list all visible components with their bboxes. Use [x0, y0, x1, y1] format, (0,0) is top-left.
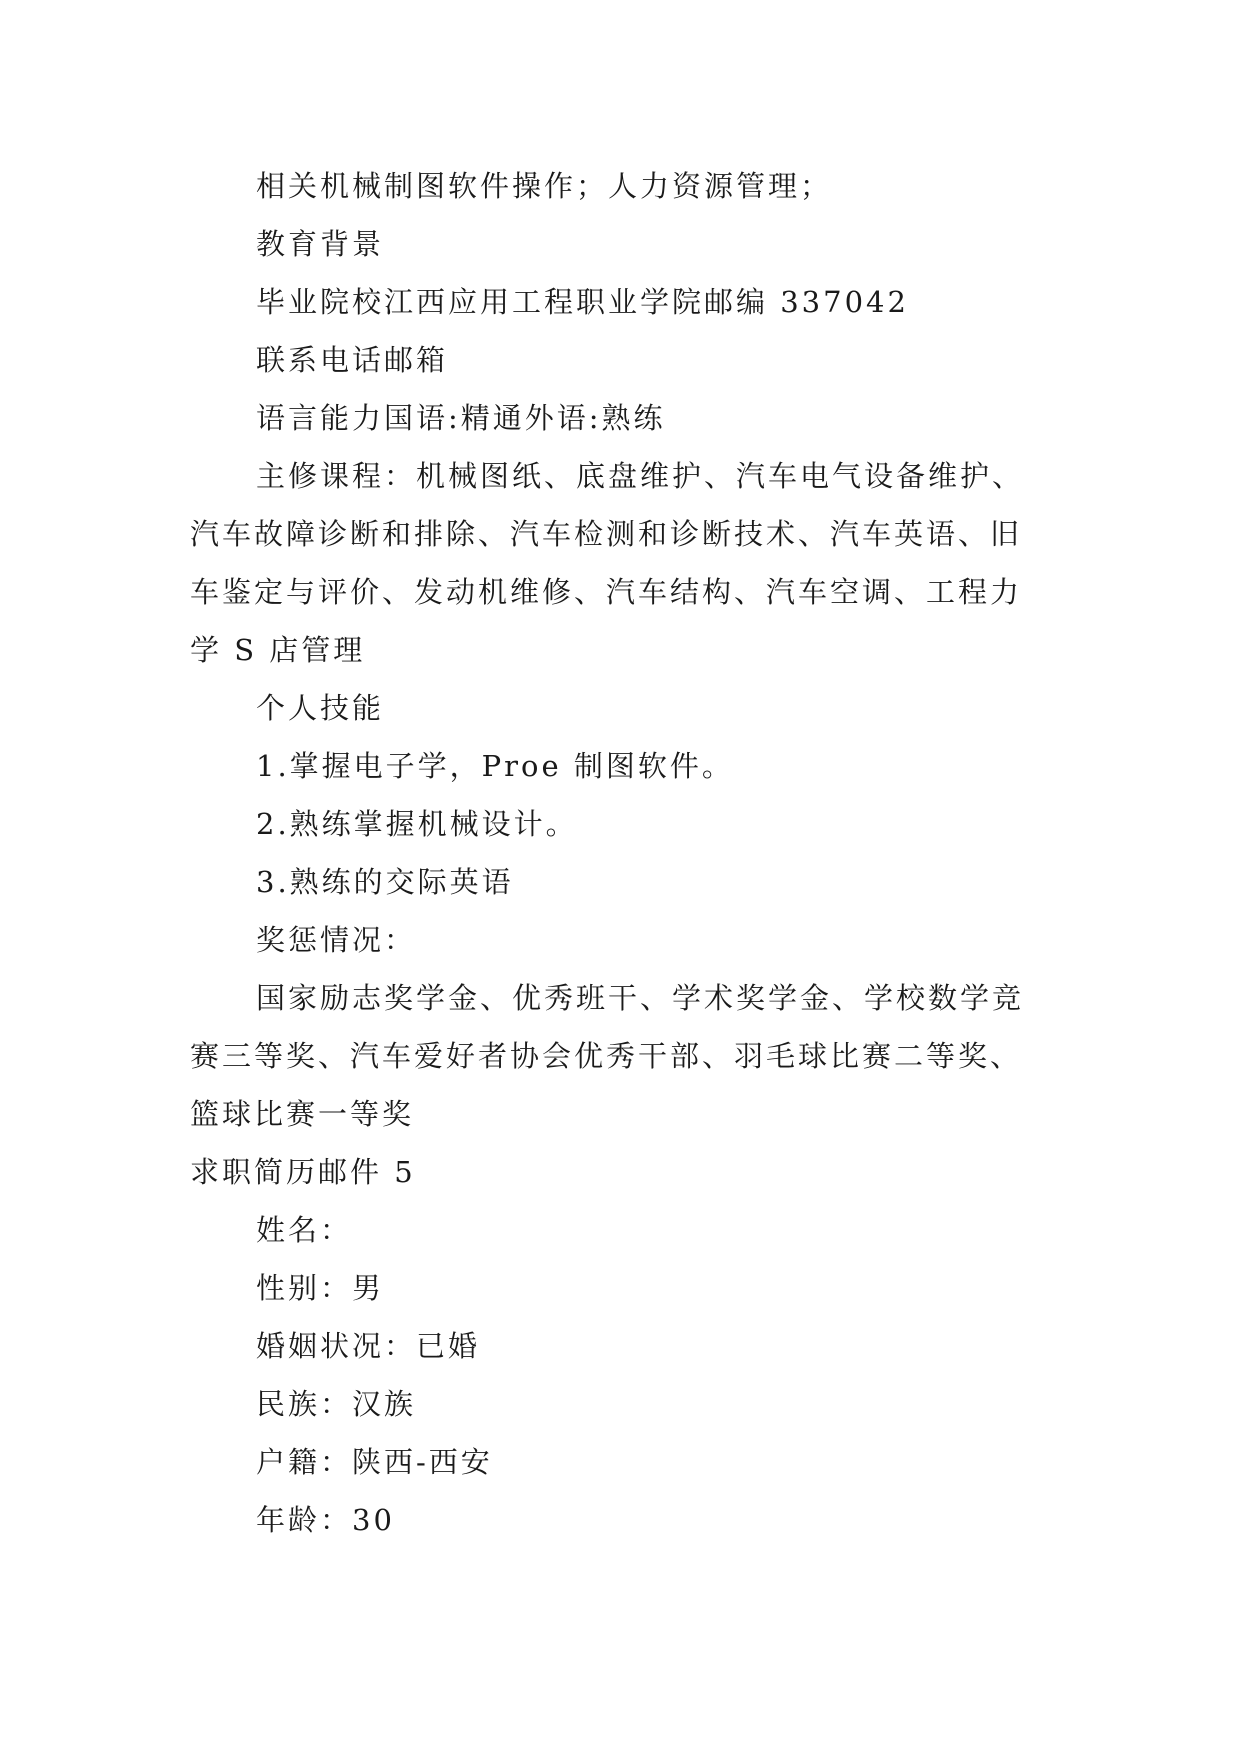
- school-line: 毕业院校江西应用工程职业学院邮编 337042: [256, 285, 909, 319]
- section-title: 求职简历邮件 5: [190, 1155, 416, 1189]
- awards-line-3: 篮球比赛一等奖: [190, 1097, 415, 1131]
- language-line: 语言能力国语:精通外语:熟练: [256, 401, 666, 435]
- awards-heading: 奖惩情况：: [256, 923, 417, 957]
- courses-line-2: 汽车故障诊断和排除、汽车检测和诊断技术、汽车英语、旧: [190, 517, 1023, 551]
- gender-field: 性别：男: [256, 1271, 385, 1305]
- contact-line: 联系电话邮箱: [256, 343, 449, 377]
- household-register-field: 户籍：陕西-西安: [256, 1445, 493, 1479]
- skills-heading: 个人技能: [256, 691, 385, 725]
- education-heading: 教育背景: [256, 227, 385, 261]
- courses-line-3: 车鉴定与评价、发动机维修、汽车结构、汽车空调、工程力: [190, 575, 1023, 609]
- software-skills-line: 相关机械制图软件操作；人力资源管理；: [256, 169, 833, 203]
- skill-item-3: 3.熟练的交际英语: [256, 865, 514, 899]
- age-field: 年龄：30: [256, 1503, 395, 1537]
- awards-line-2: 赛三等奖、汽车爱好者协会优秀干部、羽毛球比赛二等奖、: [190, 1039, 1023, 1073]
- skill-item-1: 1.掌握电子学，Proe 制图软件。: [256, 749, 734, 783]
- marital-status-field: 婚姻状况：已婚: [256, 1329, 481, 1363]
- skill-item-2: 2.熟练掌握机械设计。: [256, 807, 578, 841]
- courses-line-1: 主修课程：机械图纸、底盘维护、汽车电气设备维护、: [256, 459, 1025, 493]
- name-field: 姓名：: [256, 1213, 353, 1247]
- courses-line-4: 学 S 店管理: [190, 633, 366, 667]
- ethnicity-field: 民族：汉族: [256, 1387, 417, 1421]
- awards-line-1: 国家励志奖学金、优秀班干、学术奖学金、学校数学竞: [256, 981, 1025, 1015]
